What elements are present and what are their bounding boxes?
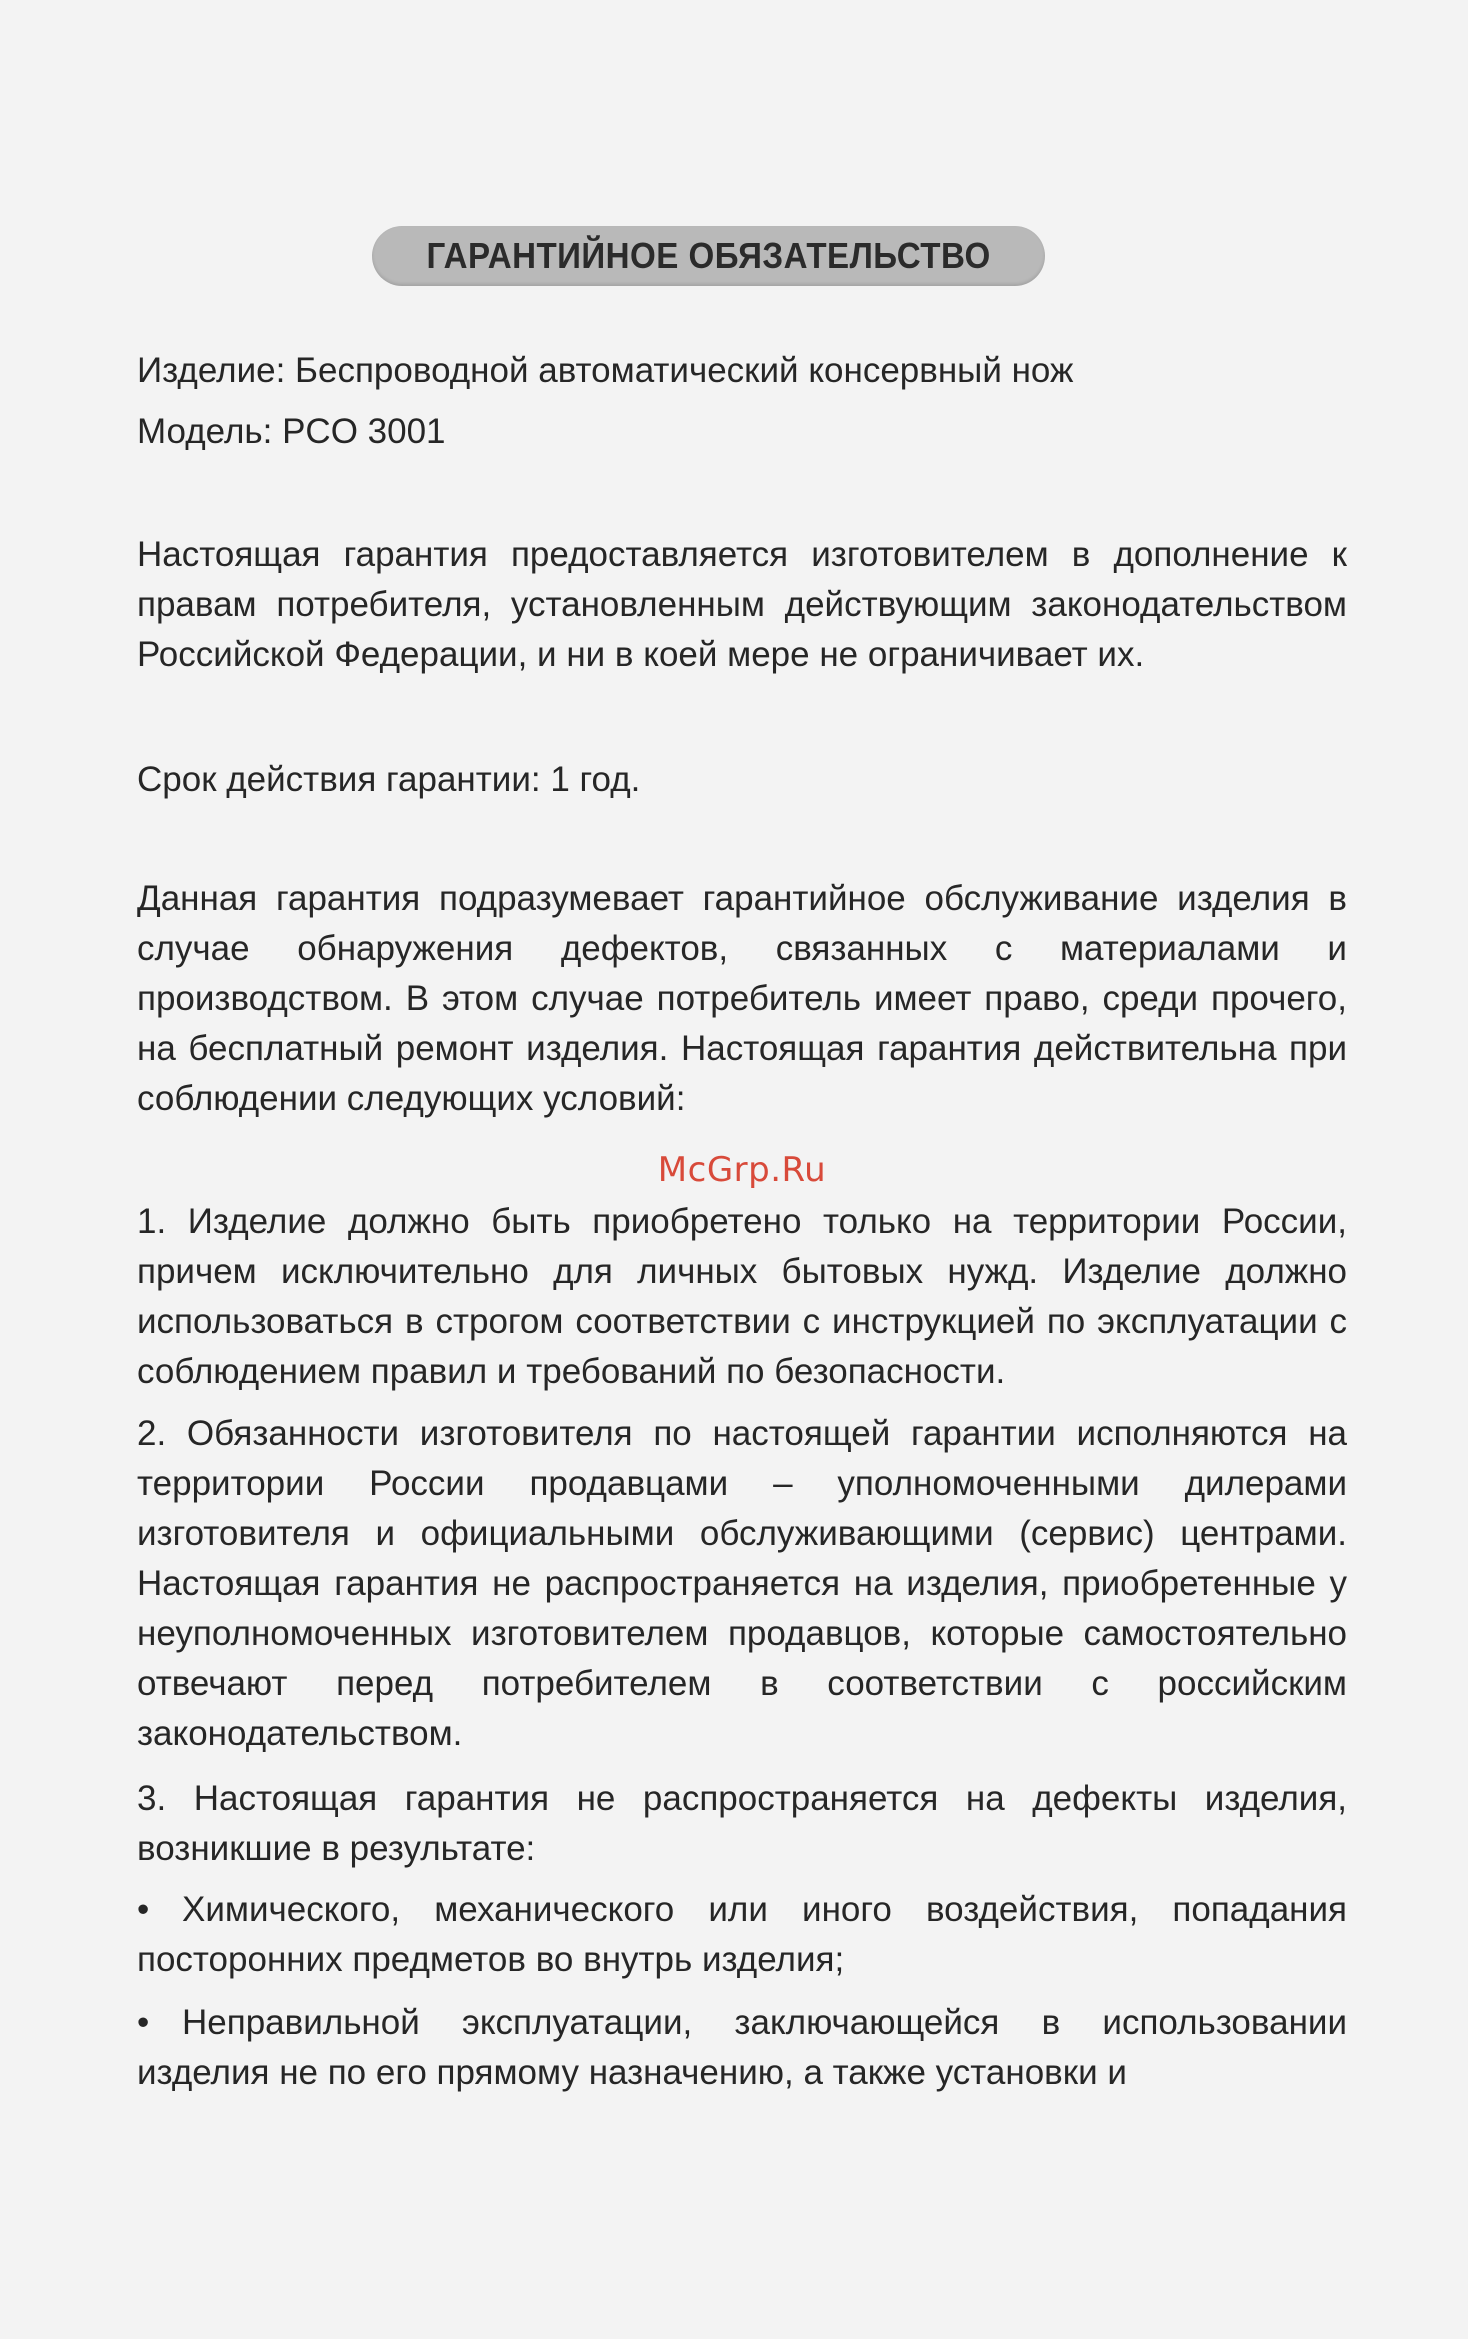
warranty-page xyxy=(137,0,1347,2339)
bullet-text-2: Неправильной эксплуатации, заключающейся в использовании изделия не по его прямому назначению, а также установки и xyxy=(137,2003,1347,2092)
scope-paragraph: Данная гарантия подразумевает гарантийное обслуживание изделия в случае обнаружения дефектов, связанных с материалами и производством. В этом случае потребитель имеет право, среди прочего, на бесплатный ремонт изделия. Настоящая гарантия действительна при соблюдении следующих условий: xyxy=(137,879,1347,1118)
condition-3: 3. Настоящая гарантия не распространяется на дефекты изделия, возникшие в результате: xyxy=(137,1779,1347,1868)
title-banner xyxy=(372,226,1045,286)
model-line: Модель: PCO 3001 xyxy=(137,412,446,451)
bullet-marker: • xyxy=(137,1890,150,1929)
condition-1: 1. Изделие должно быть приобретено только на территории России, причем исключительно для личных бытовых нужд. Изделие должно использоваться в строгом соответствии с инструкцией по эксплуатации с соблюдением правил и требований по безопасности. xyxy=(137,1202,1347,1391)
warranty-term: Срок действия гарантии: 1 год. xyxy=(137,760,641,799)
product-line: Изделие: Беспроводной автоматический консервный нож xyxy=(137,351,1074,390)
bullet-item-2 xyxy=(137,1998,1347,2098)
bullet-text-1: Химического, механического или иного воздействия, попадания посторонних предметов во внутрь изделия; xyxy=(137,1890,1347,1979)
watermark-text: McGrp.Ru xyxy=(657,1150,827,1190)
condition-2: 2. Обязанности изготовителя по настоящей гарантии исполняются на территории России продавцами – уполномоченными дилерами изготовителя и официальными обслуживающими (сервис) центрами. Настоящая гарантия не распространяется на изделия, приобретенные у неуполномоченных изготовителем продавцов, которые самостоятельно отвечают перед потребителем в соответствии с российским законодательством. xyxy=(137,1414,1347,1753)
bullet-marker: • xyxy=(137,2003,150,2042)
intro-paragraph: Настоящая гарантия предоставляется изготовителем в дополнение к правам потребителя, установленным действующим законодательством Российской Федерации, и ни в коей мере не ограничивает их. xyxy=(137,535,1347,674)
bullet-item-1 xyxy=(137,1885,1347,1985)
page-title: ГАРАНТИЙНОЕ ОБЯЗАТЕЛЬСТВО xyxy=(426,235,991,276)
